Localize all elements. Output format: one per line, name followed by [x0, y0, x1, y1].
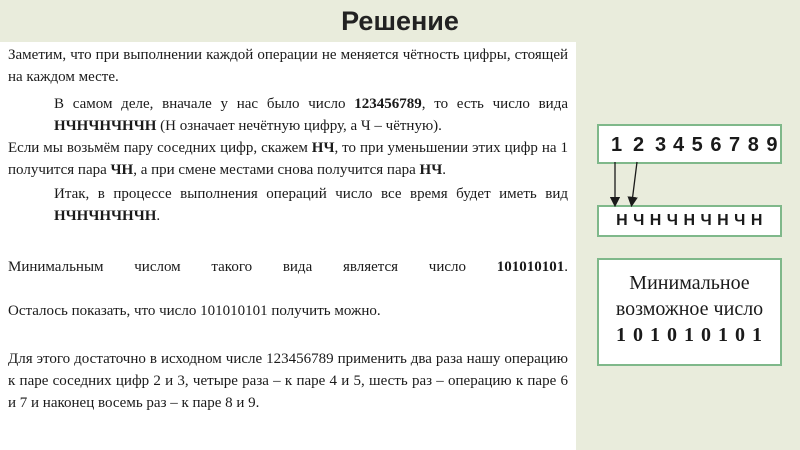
paragraph-parity-text: Заметим, что при выполнении каждой операции не меняется чётность цифры, стоящей на каждом месте. [8, 47, 568, 85]
digit-1: 1 [611, 134, 623, 156]
text-fragment: Минимальным числом такого вида является число [8, 259, 497, 275]
page-title: Решение [341, 6, 459, 36]
text-fragment: . [156, 208, 161, 224]
arrow-digit2-to-parity [632, 162, 637, 202]
parity-pattern: НЧНЧНЧНЧН [54, 208, 157, 224]
digit-3: 3 [655, 134, 667, 156]
parity-pattern: НЧНЧНЧНЧН [54, 118, 157, 134]
text-fragment: . [564, 259, 568, 275]
text-fragment: . [442, 162, 446, 178]
paragraph-method [8, 348, 568, 414]
pair-label: НЧ [311, 140, 335, 156]
paragraph-method-text: Для этого достаточно в исходном числе 123456789 применить два раза нашу операцию к паре соседних цифр 2 и 3, четыре раза – к паре 4 и 5, шесть раз – операцию к паре 6 и 7 и наконец восемь раз – к паре 8 и 9. [8, 351, 568, 411]
pair-label: НЧ [419, 162, 443, 178]
paragraph-initial [54, 93, 568, 137]
paragraph-minimum [8, 256, 568, 278]
text-fragment: , а при смене местами снова получится пара [133, 162, 420, 178]
text-fragment: (Н означает нечётную цифру, а Ч – чётную). [156, 118, 442, 134]
initial-number: 123456789 [354, 96, 422, 112]
text-fragment: , то при уменьшении этих цифр на 1 получится пара [8, 140, 568, 178]
paragraph-parity [8, 44, 568, 88]
solution-text [0, 42, 576, 450]
minimum-label-line2: возможное число [615, 298, 764, 320]
minimum-number: 101010101 [496, 259, 565, 275]
parity-box: Н Ч Н Ч Н Ч Н Ч Н [597, 205, 782, 237]
paragraph-remains-text: Осталось показать, что число 101010101 получить можно. [8, 303, 381, 319]
text-fragment: В самом деле, вначале у нас было число [54, 96, 355, 112]
minimum-number-display: 1 0 1 0 1 0 1 0 1 [616, 324, 763, 346]
paragraph-pair [8, 137, 568, 181]
text-fragment: Если мы возьмём пару соседних цифр, скажем [8, 140, 312, 156]
digits-rest: 4 5 6 7 8 9 [673, 134, 779, 156]
paragraph-conclusion [54, 183, 568, 227]
text-fragment: , то есть число вида [421, 96, 568, 112]
text-fragment: Итак, в процессе выполнения операций число все время будет иметь вид [54, 186, 568, 202]
digits-box [597, 124, 782, 164]
digit-2: 2 [633, 134, 645, 156]
minimum-label-line1: Минимальное [629, 272, 750, 294]
paragraph-remains [8, 300, 568, 322]
minimum-box [597, 258, 782, 366]
pair-label: ЧН [110, 162, 134, 178]
